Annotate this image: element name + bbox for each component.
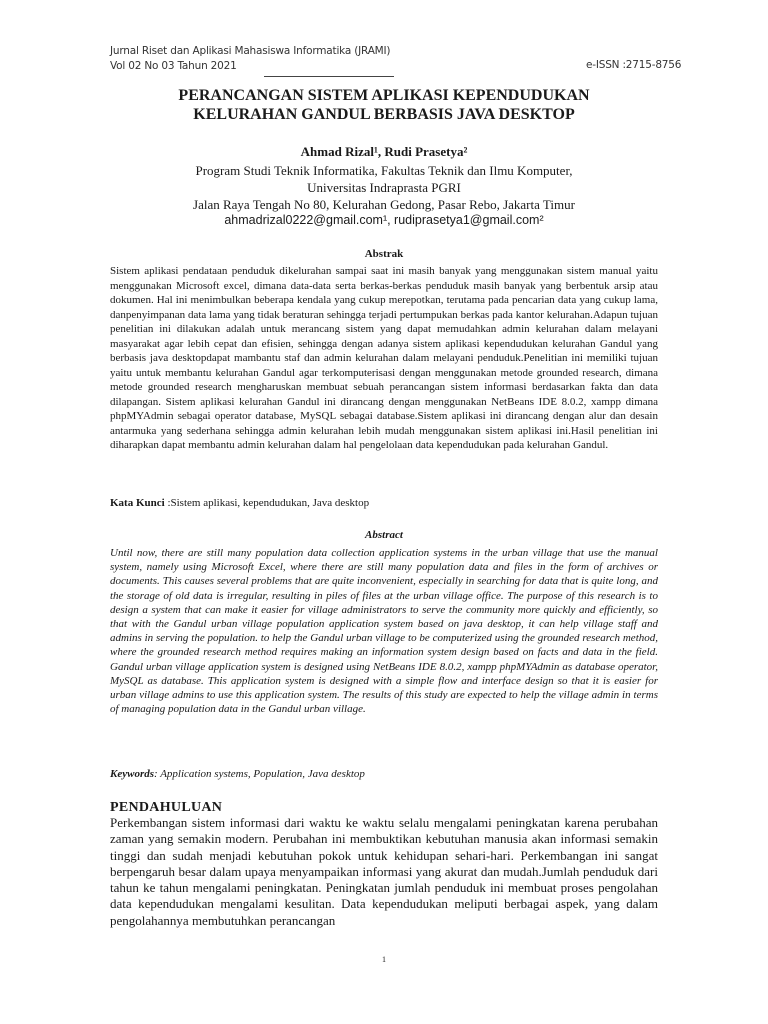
issn-label: e-ISSN :2715-8756 [586,59,682,71]
affiliation-line-1: Program Studi Teknik Informatika, Fakultas Teknik dan Ilmu Komputer, [195,163,573,178]
paper-title [110,86,658,124]
section-heading-pendahuluan: PENDAHULUAN [110,800,223,815]
kata-kunci [110,497,658,509]
header-divider [264,76,394,77]
abstrak-body: Sistem aplikasi pendataan penduduk dikelurahan sampai saat ini masih banyak yang menggunakan sistem manual yaitu menggunakan Microsoft excel, dimana data-data serta berkas-berkas penduduk masih banyak yang berbentuk arsip atau dokumen. Hal ini menimbulkan beberapa kendala yang cukup merepotkan, terutama pada pencarian data yang cukup lama, danpenyimpanan data lama yang tidak beraturan sehingga terjadi pertumpukan berkas pada kantor kelurahan.Adapun tujuan penelitian ini dilakukan adalah untuk merancang sistem yang dapat memudahkan admin kelurahan dalam melayani masyarakat agar lebih cepat dan efisien, sehingga dengan adanya sistem aplikasi kependudukan kelurahan Gandul yang berbasis java desktopdapat mambantu staf dan admin kelurahan dalam melayani penduduk.Penelitian ini memiliki tujuan yaitu untuk membantu kelurahan Gandul agar terkomputerisasi dengan menggunakan metode grounded research, dimana metode grounded research mengharuskan membuat sebuah perancangan sistem informasi berdasarkan fakta dan data dilapangan. Sistem aplikasi kelurahan Gandul ini dirancang dengan menggunakan NetBeans IDE 8.0.2, xampp dimana phpMYAdmin sebagai operator database, MySQL sebagai database.Sistem aplikasi ini dirancang dengan alur dan desain antarmuka yang sederhana sehingga admin kelurahan lebih mudah menggunakan sistem aplikasi ini.Hasil penelitian ini diharapkan dapat membantu admin kelurahan dalam hal pengelolaan data kependudukan pada kelurahan Gandul. [110,265,658,451]
keywords-label: Keywords [110,768,154,780]
page-number: 1 [382,955,386,964]
journal-volume: Vol 02 No 03 Tahun 2021 [110,60,237,72]
kata-kunci-label: Kata Kunci [110,497,165,509]
author-affiliation [110,162,658,213]
keywords-values: : Application systems, Population, Java desktop [154,768,365,780]
title-line-2: KELURAHAN GANDUL BERBASIS JAVA DESKTOP [193,106,575,123]
kata-kunci-values: :Sistem aplikasi, kependudukan, Java desktop [164,497,370,509]
affiliation-line-3: Jalan Raya Tengah No 80, Kelurahan Gedong, Pasar Rebo, Jakarta Timur [193,197,575,212]
author-emails: ahmadrizal0222@gmail.com¹, rudiprasetya1@gmail.com² [224,213,544,227]
abstract-body: Until now, there are still many population data collection application systems in the urban village that use the manual system, namely using Microsoft Excel, where there are still many population data and files in the form of archives or documents. This causes several problems that are quite inconvenient, especially in searching for data that is quite long, and the storage of old data is irregular, resulting in piles of files at the urban village office. The purpose of this research is to design a system that can make it easier for village administrators to serve the community more quickly and efficiently, so that with the Gandul urban village population application system based on java desktop, it can help village staff and admins in serving the population. to help the Gandul urban village to be computerized using the grounded research method, where the grounded research method requires making an information system design based on facts and data in the field. Gandul urban village application system is designed using NetBeans IDE 8.0.2, xampp phpMYAdmin as database operator, MySQL as database. This application system is designed with a simple flow and interface design so that it is easier for urban village admins to use this application system. The results of this study are expected to help the village admin in terms of managing population data in the Gandul urban village. [110,547,658,716]
title-line-1: PERANCANGAN SISTEM APLIKASI KEPENDUDUKAN [178,87,590,104]
section-body-pendahuluan: Perkembangan sistem informasi dari waktu ke waktu selalu mengalami peningkatan karena perubahan zaman yang semakin modern. Perubahan ini membuktikan kebutuhan manusia akan informasi semakin tinggi dan sudah menjadi kebutuhan pokok untuk kehidupan sehari-hari. Perkembangan ini sangat berpengaruh besar dalam upaya menyampaikan informasi yang akurat dan mudah.Jumlah penduduk dari tahun ke tahun mengalami peningkatan. Peningkatan jumlah penduduk ini membuat proses pengolahan data kependudukan mengalami kesulitan. Data kependudukan meliputi berbagai aspek, yang dalam pengolahannya membutuhkan perancangan [110,815,658,928]
affiliation-line-2: Universitas Indraprasta PGRI [307,180,461,195]
abstract-heading: Abstract [365,529,403,541]
journal-header [110,44,390,74]
abstrak-heading: Abstrak [364,248,404,260]
keywords [110,768,658,780]
journal-name: Jurnal Riset dan Aplikasi Mahasiswa Informatika (JRAMI) [110,45,391,57]
author-names: Ahmad Rizal¹, Rudi Prasetya² [300,144,468,159]
